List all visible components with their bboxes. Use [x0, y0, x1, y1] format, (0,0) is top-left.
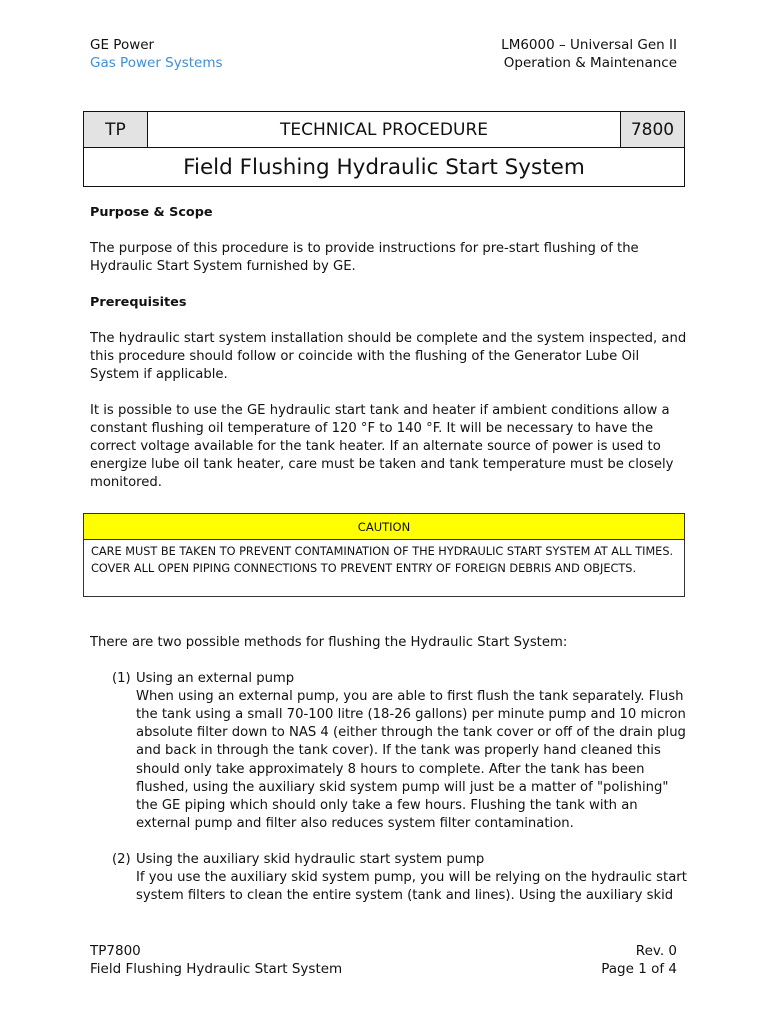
caution-box — [83, 513, 685, 597]
page-footer-right — [601, 942, 677, 978]
method-item — [90, 851, 690, 905]
method-title: Using the auxiliary skid hydraulic start system pump — [136, 851, 485, 867]
methods-section — [90, 634, 690, 905]
caution-text: CARE MUST BE TAKEN TO PREVENT CONTAMINATION OF THE HYDRAULIC START SYSTEM AT ALL TIMES. COVER ALL OPEN PIPING CONNECTIONS TO PREVENT ENTRY OF FOREIGN DEBRIS AND OBJECTS. — [91, 545, 674, 575]
footer-page-number: Page 1 of 4 — [601, 961, 677, 977]
methods-intro: There are two possible methods for flushing the Hydraulic Start System: — [90, 635, 568, 650]
title-block-row — [84, 112, 684, 148]
doc-title: Field Flushing Hydraulic Start System — [183, 154, 585, 180]
purpose-text: The purpose of this procedure is to provide instructions for pre-start flushing of the Hydraulic Start System furnished by GE. — [90, 241, 639, 274]
caution-label: CAUTION — [84, 514, 684, 540]
page-header-right — [501, 36, 677, 72]
doc-category-cell: TECHNICAL PROCEDURE — [279, 119, 489, 140]
division-name: Gas Power Systems — [90, 55, 223, 71]
prereq-text-2: It is possible to use the GE hydraulic start tank and heater if ambient conditions allow a constant flushing oil temperature of 120 °F to 140 °F. It will be necessary to have the correct voltage available for the tank heater. If an alternate source of power is used to energize lube oil tank heater, care must be taken and tank temperature must be closely monitored. — [90, 403, 674, 490]
doc-type-cell: TP — [84, 112, 148, 147]
title-block — [83, 111, 685, 187]
footer-revision: Rev. 0 — [635, 943, 677, 959]
prereq-heading: Prerequisites — [90, 295, 187, 310]
page-header-left — [90, 36, 223, 72]
doc-number-cell: 7800 — [620, 112, 684, 147]
manual-name: Operation & Maintenance — [503, 55, 677, 71]
company-name: GE Power — [90, 37, 155, 53]
footer-doc-title: Field Flushing Hydraulic Start System — [90, 961, 343, 977]
purpose-heading: Purpose & Scope — [90, 205, 213, 220]
method-item — [90, 670, 690, 833]
method-number: (2) — [112, 851, 131, 867]
page-footer-left — [90, 942, 342, 978]
footer-doc-id: TP7800 — [90, 943, 141, 959]
method-text: When using an external pump, you are able to first flush the tank separately. Flush the tank using a small 70-100 litre (18-26 gallons) per minute pump and 10 micron absolute filter down to NAS 4 (either through the tank cover or off of the drain plug and back in through the tank cover). If the tank was properly hand cleaned this should only take approximately 8 hours to complete. After the tank has been flushed, using the auxiliary skid system pump will just be a matter of "polishing" the GE piping which should only take a few hours. Flushing the tank with an external pump and filter also reduces system filter contamination. — [136, 689, 686, 831]
prereq-text-1: The hydraulic start system installation should be complete and the system inspected, and this procedure should follow or coincide with the flushing of the Generator Lube Oil System if applicable. — [90, 331, 687, 382]
product-name: LM6000 – Universal Gen II — [501, 37, 677, 53]
method-text: If you use the auxiliary skid system pump, you will be relying on the hydraulic start system filters to clean the entire system (tank and lines). Using the auxiliary skid — [136, 870, 687, 904]
main-content — [90, 204, 690, 492]
method-number: (1) — [112, 671, 131, 687]
method-title: Using an external pump — [136, 671, 295, 687]
